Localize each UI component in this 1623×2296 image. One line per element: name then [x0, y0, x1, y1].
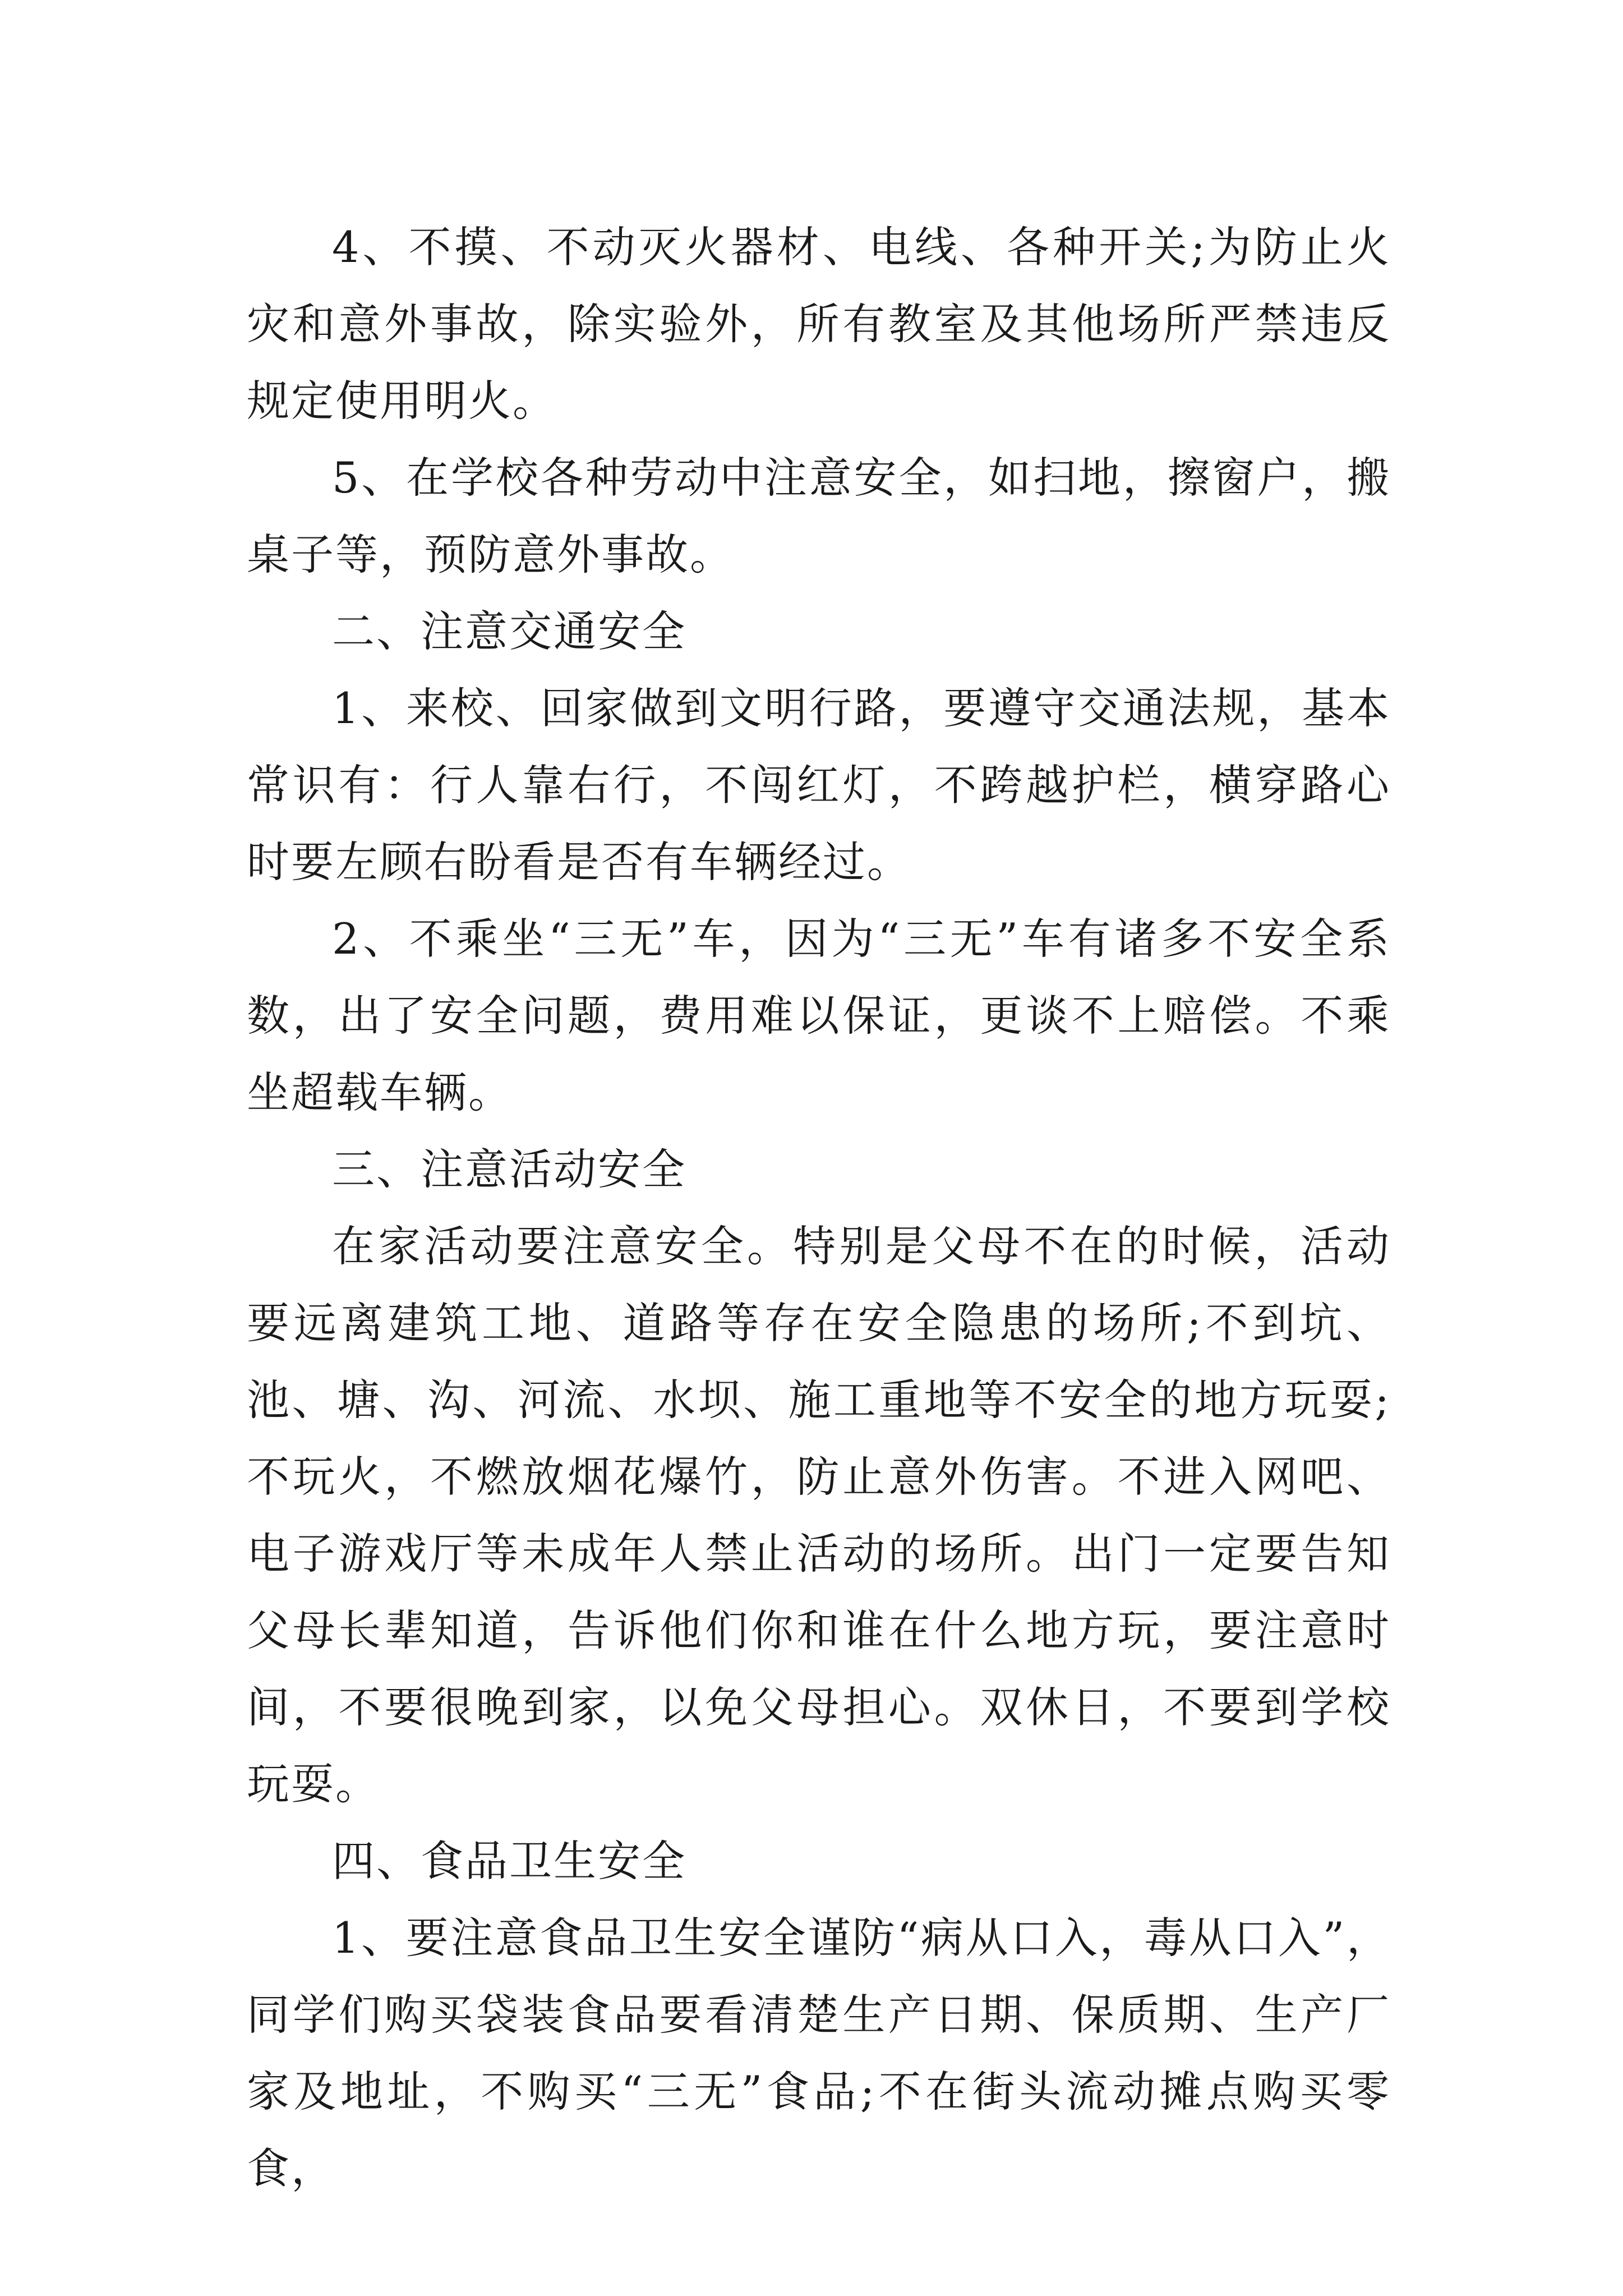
section-heading-food-safety: 四、食品卫生安全: [332, 1836, 686, 1886]
section-heading-activity-safety: 三、注意活动安全: [332, 1144, 686, 1194]
document-body: [247, 209, 1391, 2207]
section-heading-traffic-safety: 二、注意交通安全: [332, 606, 686, 656]
paragraph-vehicle-rules: 2、不乘坐“三无”车，因为“三无”车有诸多不安全系数，出了安全问题，费用难以保证，更谈不上赔偿。不乘坐超载车辆。: [247, 914, 1391, 1117]
paragraph-food-hygiene: 1、要注意食品卫生安全谨防“病从口入，毒从口入”，同学们购买袋装食品要看清楚生产日期、保质期、生产厂家及地址，不购买“三无”食品;不在街头流动摊点购买零食，: [247, 1913, 1391, 2193]
paragraph-labor-safety: 5、在学校各种劳动中注意安全，如扫地，擦窗户，搬桌子等，预防意外事故。: [247, 453, 1391, 579]
paragraph-fire-safety: 4、不摸、不动灭火器材、电线、各种开关;为防止火灾和意外事故，除实验外，所有教室及其他场所严禁违反规定使用明火。: [247, 222, 1391, 426]
paragraph-home-activity: 在家活动要注意安全。特别是父母不在的时候，活动要远离建筑工地、道路等存在安全隐患的场所;不到坑、池、塘、沟、河流、水坝、施工重地等不安全的地方玩耍;不玩火，不燃放烟花爆竹，防止意外伤害。不进入网吧、电子游戏厅等未成年人禁止活动的场所。出门一定要告知父母长辈知道，告诉他们你和谁在什么地方玩，要注意时间，不要很晚到家，以免父母担心。双休日，不要到学校玩耍。: [247, 1221, 1391, 1809]
paragraph-walking-rules: 1、来校、回家做到文明行路，要遵守交通法规，基本常识有：行人靠右行，不闯红灯，不跨越护栏，横穿路心时要左顾右盼看是否有车辆经过。: [247, 683, 1391, 887]
